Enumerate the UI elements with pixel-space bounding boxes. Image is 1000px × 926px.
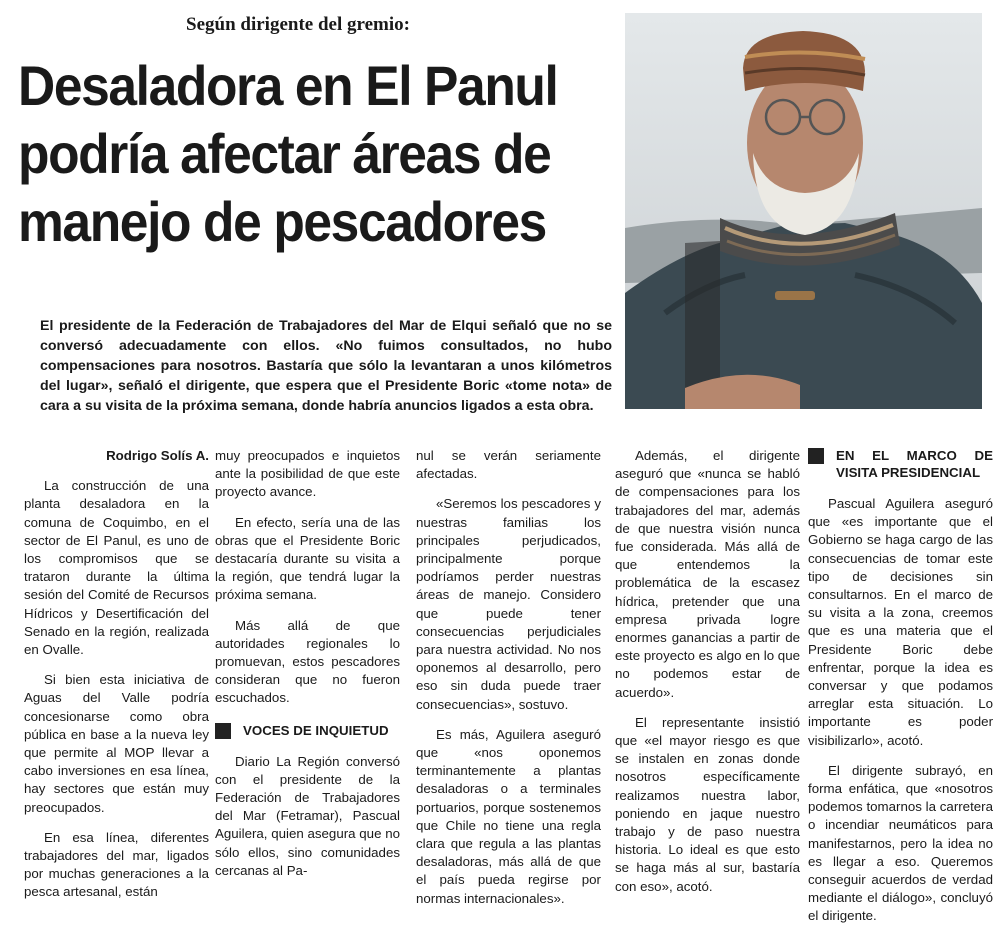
article-kicker: Según dirigente del gremio: <box>186 14 410 35</box>
article-column-1 <box>24 447 209 902</box>
article-lead: El presidente de la Federación de Trabajadores del Mar de Elqui señaló que no se conversó adecuadamente con ellos. «No fuimos consultados, no hubo compensaciones para nosotros. Bastaría que sólo la levantaran a unos kilómetros del lugar», señaló el dirigente, que espera que el Presidente Boric «tome nota» de cara a su visita de la próxima semana, donde habría anuncios ligados a esta obra. <box>40 318 612 414</box>
paragraph: Es más, Aguilera aseguró que «nos oponemos terminantemente a plantas desaladoras o a terminales portuarios, porque sostenemos que Chile no tiene una regla clara que regula a las plantas desaladoras, más allá de que el país pueda regirse por normas internacionales». <box>416 726 601 906</box>
paragraph: Si bien esta iniciativa de Aguas del Valle podría concesionarse como obra pública en base a la nueva ley que permite al MOP llevar a cabo inversiones en esa línea, hay sectores que están muy preocupados. <box>24 672 209 815</box>
paragraph: El representante insistió que «el mayor riesgo es que se instalen en zonas donde nosotros específicamente realizamos nuestra labor, poniendo en jaque nuestro trabajo y de paso nuestra historia. Lo ideal es que esto se haga más al sur, bastaría con eso», acotó. <box>615 714 800 894</box>
article-column-3 <box>416 447 601 908</box>
article-column-4 <box>615 447 800 896</box>
paragraph: Pascual Aguilera aseguró que «es importante que el Gobierno se haga cargo de las consecuencias de tomar este tipo de decisiones sin consultarnos. En el marco de su visita a la zona, creemos que es una materia que el Presidente Boric debe enfrentar, porque la idea es conversar y que podamos arreglar esta situación. Lo importante es poder visibilizarlo», acotó. <box>808 496 993 748</box>
paragraph: Diario La Región conversó con el presidente de la Federación de Trabajadores del Mar (Fetramar), Pascual Aguilera, quien asegura que no sólo ellos, sino comunidades cercanas al Pa- <box>215 753 400 878</box>
subheading-label: VOCES DE INQUIETUD <box>243 722 389 738</box>
subheading-visita <box>808 447 993 481</box>
article-headline: Desaladora en El Panul podría afectar áreas de manejo de pescadores <box>18 54 558 253</box>
paragraph: Más allá de que autoridades regionales lo promuevan, estos pescadores consideran que no fueron escuchados. <box>215 617 400 706</box>
subheading-square-icon <box>808 448 824 464</box>
subheading-voces <box>215 722 400 739</box>
article-photo <box>625 13 982 409</box>
article-byline: Rodrigo Solís A. <box>106 448 209 463</box>
article-column-2 <box>215 447 400 880</box>
paragraph: «Seremos los pescadores y nuestras familias los principales perjudicados, principalmente porque podríamos perder nuestras áreas de manejo. Considero que puede tener consecuencias perjudiciales para nuestra actividad. No nos oponemos al desarrollo, pero eso sin duda puede traer consecuencias», sostuvo. <box>416 496 601 712</box>
paragraph: En esa línea, diferentes trabajadores del mar, ligados por muchas generaciones a la pesca artesanal, están <box>24 829 209 900</box>
portrait-fisherman-leader-icon <box>625 13 982 409</box>
paragraph: El dirigente subrayó, en forma enfática, que «nosotros podemos tomarnos la carretera o incendiar neumáticos para manifestarnos, pero la idea no es llegar a eso. Queremos conseguir acuerdos de verdad mediante el diálogo», concluyó el dirigente. <box>808 762 993 924</box>
paragraph: muy preocupados e inquietos ante la posibilidad de que este proyecto avance. <box>215 448 400 500</box>
paragraph: nul se verán seriamente afectadas. <box>416 448 601 482</box>
subheading-label: EN EL MARCO DE VISITA PRESIDENCIAL <box>836 448 993 480</box>
paragraph: Además, el dirigente aseguró que «nunca se habló de compensaciones para los trabajadores del mar, además de que nuestra visión nunca fue considerada. Más allá de que entendemos la problemática de la escasez hídrica, pretender que una empresa privada logre enormes ganancias a partir de este proyecto es algo en lo que no podemos estar de acuerdo». <box>615 448 800 700</box>
article-column-5 <box>808 447 993 926</box>
paragraph: La construcción de una planta desaladora en la comuna de Coquimbo, en el sector de El Panul, es uno de los compromisos que se trataron durante la última sesión del Comité de Recursos Hídricos y Desertificación del Senado en la región, realizada en Ovalle. <box>24 478 209 658</box>
paragraph: En efecto, sería una de las obras que el Presidente Boric destacaría durante su visita a la región, que tendrá lugar la próxima semana. <box>215 514 400 603</box>
subheading-square-icon <box>215 723 231 739</box>
